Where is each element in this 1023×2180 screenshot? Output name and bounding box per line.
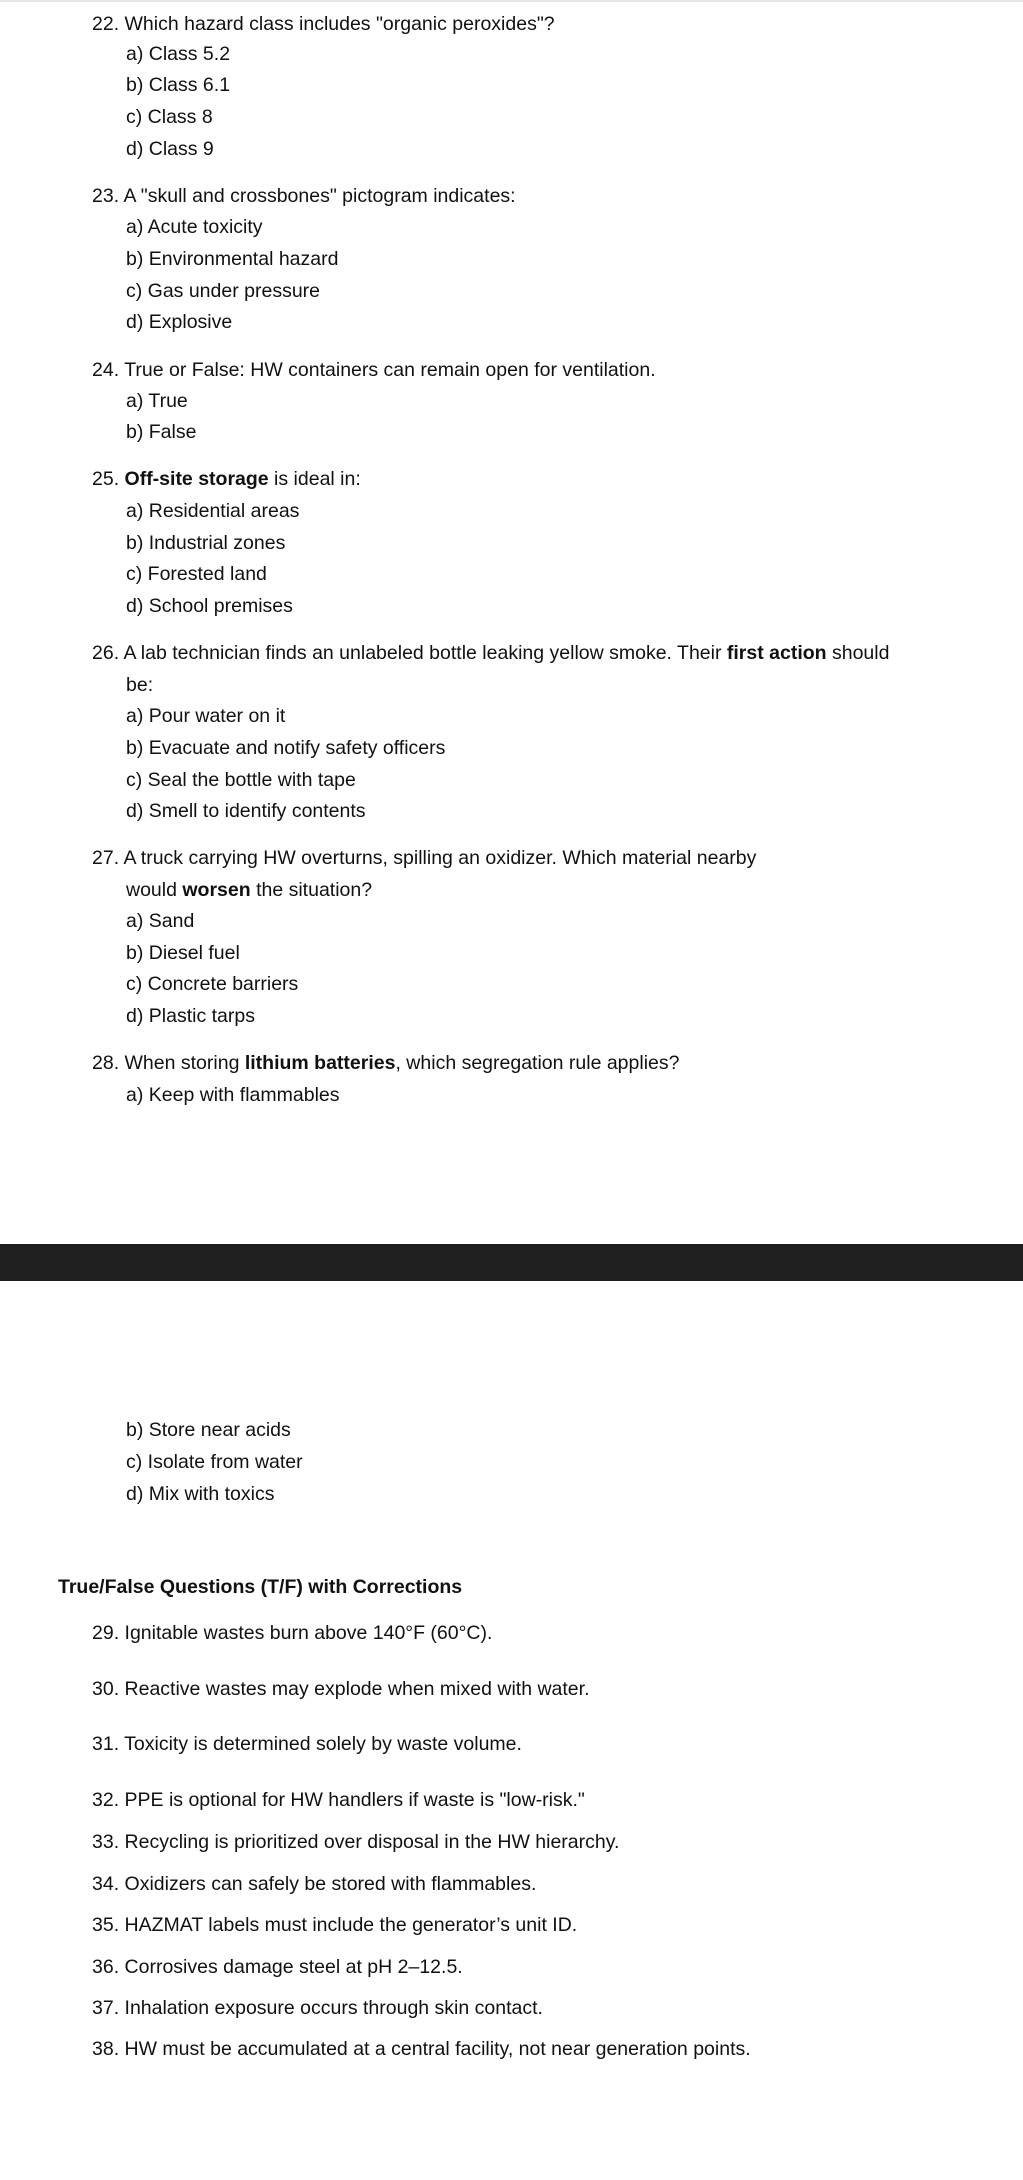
page-top-edge [0, 0, 1023, 2]
option-25a: a) Residential areas [126, 500, 300, 522]
question-text: would [126, 879, 183, 901]
question-text-after: the situation? [250, 879, 373, 901]
option-24a: a) True [126, 390, 188, 412]
page-break-bar [0, 1244, 1023, 1281]
option-25c: c) Forested land [126, 563, 267, 585]
option-22b: b) Class 6.1 [126, 74, 231, 96]
option-23b: b) Environmental hazard [126, 248, 339, 270]
question-bold-term: lithium batteries [244, 1052, 396, 1074]
option-27b: b) Diesel fuel [126, 942, 240, 964]
option-28b: b) Store near acids [126, 1419, 291, 1441]
option-23c: c) Gas under pressure [126, 280, 321, 302]
option-22c: c) Class 8 [126, 106, 213, 128]
question-27-continuation [126, 877, 372, 903]
question-bold-term: first action [726, 642, 827, 664]
tf-item-33: 33. Recycling is prioritized over disposal in the HW hierarchy. [92, 1831, 620, 1853]
question-24 [92, 357, 656, 383]
option-27a: a) Sand [126, 910, 195, 932]
option-24b: b) False [126, 421, 197, 443]
question-text: A "skull and crossbones" pictogram indicates: [123, 185, 516, 207]
question-text-after: should [826, 642, 890, 664]
option-28d: d) Mix with toxics [126, 1483, 275, 1505]
question-25 [92, 466, 361, 492]
question-text-after: , which segregation rule applies? [395, 1052, 680, 1074]
option-28c: c) Isolate from water [126, 1451, 303, 1473]
option-25d: d) School premises [126, 595, 293, 617]
question-number: 26. [92, 642, 120, 664]
tf-item-36: 36. Corrosives damage steel at pH 2–12.5. [92, 1956, 463, 1978]
option-28a: a) Keep with flammables [126, 1084, 340, 1106]
question-number: 23. [92, 185, 120, 207]
question-number: 28. [92, 1052, 120, 1074]
question-text: When storing [124, 1052, 245, 1074]
question-26-continuation: be: [126, 674, 154, 696]
option-27d: d) Plastic tarps [126, 1005, 255, 1027]
option-26a: a) Pour water on it [126, 705, 286, 727]
option-26c: c) Seal the bottle with tape [126, 769, 356, 791]
tf-item-34: 34. Oxidizers can safely be stored with flammables. [92, 1873, 537, 1895]
question-text: is ideal in: [268, 468, 361, 490]
question-text: A lab technician finds an unlabeled bottle leaking yellow smoke. Their [123, 642, 727, 664]
option-23d: d) Explosive [126, 311, 233, 333]
tf-item-29: 29. Ignitable wastes burn above 140°F (60°C). [92, 1622, 493, 1644]
question-text: True or False: HW containers can remain open for ventilation. [124, 359, 656, 381]
question-text: Which hazard class includes "organic peroxides"? [124, 13, 555, 35]
tf-section-heading: True/False Questions (T/F) with Corrections [58, 1576, 463, 1598]
tf-item-32: 32. PPE is optional for HW handlers if waste is "low-risk." [92, 1789, 585, 1811]
tf-item-35: 35. HAZMAT labels must include the generator’s unit ID. [92, 1914, 578, 1936]
question-23 [92, 183, 516, 209]
question-bold-term: worsen [182, 879, 251, 901]
question-number: 25. [92, 468, 120, 490]
option-25b: b) Industrial zones [126, 532, 286, 554]
tf-item-30: 30. Reactive wastes may explode when mixed with water. [92, 1678, 590, 1700]
tf-item-37: 37. Inhalation exposure occurs through skin contact. [92, 1997, 543, 2019]
question-28 [92, 1050, 679, 1076]
question-27 [92, 845, 756, 871]
option-26b: b) Evacuate and notify safety officers [126, 737, 446, 759]
question-text: A truck carrying HW overturns, spilling an oxidizer. Which material nearby [123, 847, 757, 869]
question-number: 27. [92, 847, 120, 869]
option-22d: d) Class 9 [126, 138, 214, 160]
question-number: 22. [92, 13, 120, 35]
question-26 [92, 640, 889, 666]
question-22 [92, 11, 555, 37]
tf-item-38: 38. HW must be accumulated at a central facility, not near generation points. [92, 2038, 751, 2060]
question-bold-term: Off-site storage [124, 468, 269, 490]
option-27c: c) Concrete barriers [126, 973, 299, 995]
tf-item-31: 31. Toxicity is determined solely by waste volume. [92, 1733, 522, 1755]
option-26d: d) Smell to identify contents [126, 800, 366, 822]
option-22a: a) Class 5.2 [126, 43, 231, 65]
question-number: 24. [92, 359, 120, 381]
option-23a: a) Acute toxicity [126, 216, 263, 238]
